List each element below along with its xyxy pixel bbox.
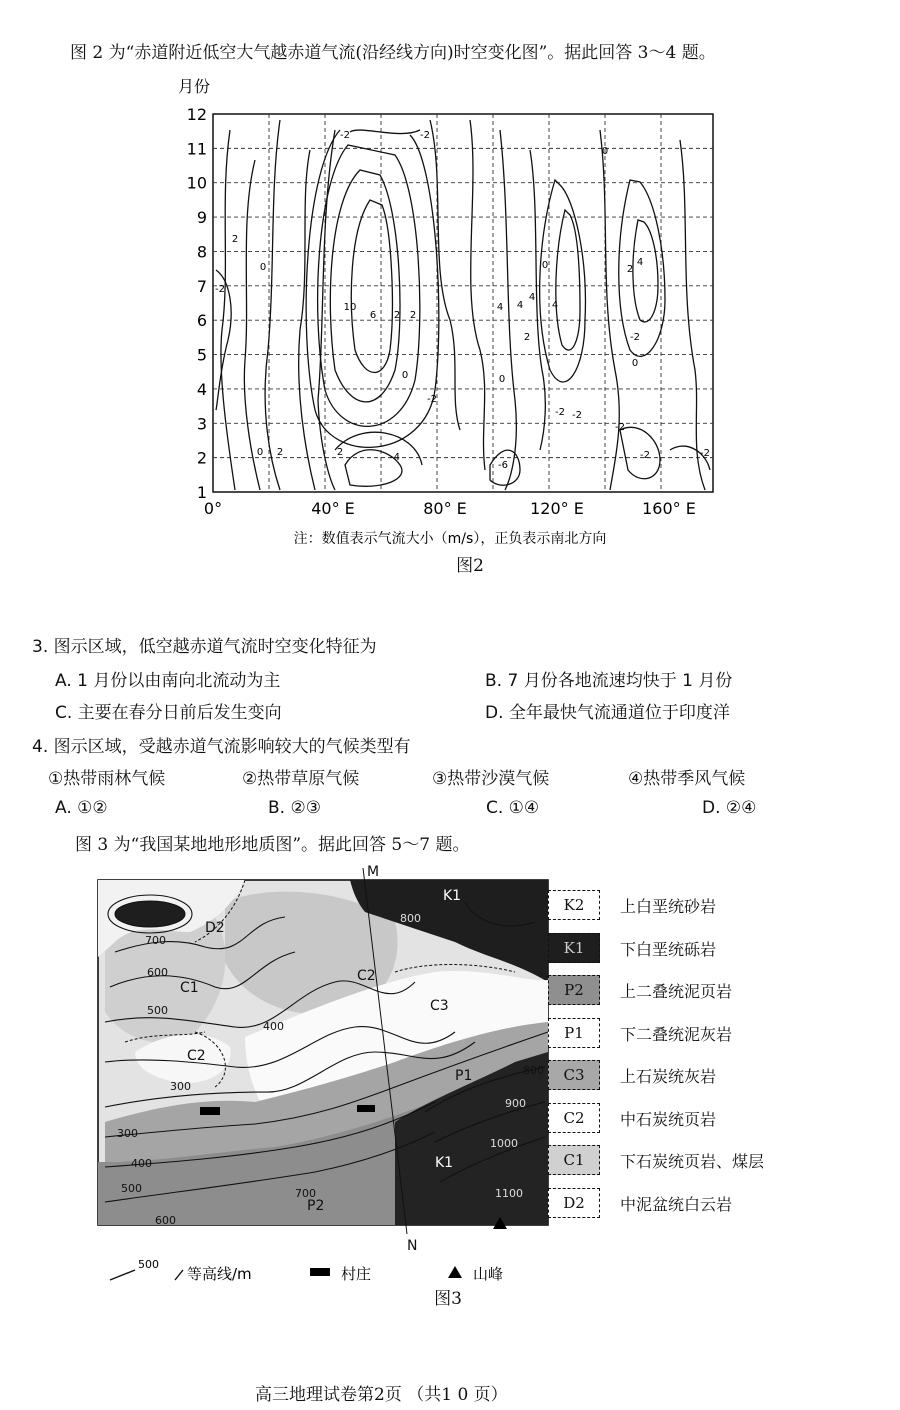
svg-text:800: 800: [400, 912, 421, 925]
fig2-contour-label: 4: [516, 300, 524, 311]
fig2-y-tick: 2: [196, 448, 207, 468]
q4-item-2: ②热带草原气候: [242, 769, 360, 789]
fig2-contour-label: 2: [231, 234, 239, 245]
fig3-intro: 图 3 为“我国某地地形地质图”。据此回答 5～7 题。: [75, 835, 470, 855]
fig2-contour-label: 2: [393, 310, 401, 321]
svg-text:500: 500: [138, 1258, 159, 1271]
legend-label: 上石炭统灰岩: [620, 1067, 717, 1086]
fig2-contour-label: -2: [420, 130, 430, 141]
q3-option-c: C. 主要在春分日前后发生变向: [55, 703, 282, 723]
fig2-contour-label: 4: [551, 300, 559, 311]
legend-label: 上二叠统泥页岩: [620, 982, 733, 1001]
label-K1a: K1: [443, 888, 462, 904]
fig2-contour-label: 6: [369, 310, 377, 321]
fig2-contours: [216, 120, 710, 490]
svg-text:400: 400: [131, 1157, 152, 1170]
svg-text:500: 500: [121, 1182, 142, 1195]
svg-text:700: 700: [295, 1187, 316, 1200]
fig2-x-tick: 40° E: [311, 499, 355, 518]
fig2-y-tick: 11: [186, 139, 207, 159]
legend-swatch: C2: [548, 1103, 600, 1133]
fig2-y-tick: 8: [196, 242, 207, 262]
fig2-plot-frame: [213, 114, 713, 492]
legend-swatch: P2: [548, 975, 600, 1005]
fig2-y-tick: 7: [196, 276, 207, 296]
fig2-x-tick: 120° E: [530, 499, 584, 518]
label-C2a: C2: [357, 968, 376, 984]
fig2-contour-label: -2: [640, 450, 650, 461]
fig2-contour-label: -2: [555, 407, 565, 418]
label-C3: C3: [430, 998, 449, 1014]
fig2-intro: 图 2 为“赤道附近低空大气越赤道气流(沿经线方向)时空变化图”。据此回答 3～4 题。: [70, 43, 716, 63]
fig2-contour-label: 10: [343, 302, 357, 313]
village-marker-2: [357, 1105, 375, 1112]
legend-swatch: K1: [548, 933, 600, 963]
fig2-contour-label: 2: [336, 447, 344, 458]
legend-item: [548, 1103, 808, 1133]
legend-swatch: C1: [548, 1145, 600, 1175]
fig2-note: 注：数值表示气流大小（m/s），正负表示南北方向: [293, 531, 607, 547]
fig2-y-tick: 10: [186, 173, 207, 193]
legend-label: 上白垩统砂岩: [620, 897, 717, 916]
fig2-y-tick: 3: [196, 414, 207, 434]
fig2-contour-label: 4: [636, 257, 644, 268]
q3-stem: 3. 图示区域，低空越赤道气流时空变化特征为: [32, 637, 377, 657]
legend-item: [548, 1188, 808, 1218]
fig2-y-tick: 9: [196, 208, 207, 228]
legend-label: 下石炭统页岩、煤层: [620, 1152, 765, 1171]
fig2-contour-label: 0: [601, 146, 609, 157]
label-N: N: [407, 1238, 418, 1252]
fig2-contour-label: 4: [496, 302, 504, 313]
fig2-x-tick: 80° E: [423, 499, 467, 518]
label-D2: D2: [205, 920, 225, 936]
legend-item: [548, 1060, 808, 1090]
q4-option-a: A. ①②: [55, 798, 108, 818]
svg-text:700: 700: [145, 934, 166, 947]
fig2-y-axis-title: 月份: [178, 77, 211, 96]
legend-label: 中泥盆统白云岩: [620, 1194, 733, 1214]
label-K1b: K1: [435, 1155, 454, 1171]
legend-swatch: K2: [548, 890, 600, 920]
fig2-contour-label: 0: [259, 262, 267, 273]
fig2-contour-label: 2: [523, 332, 531, 343]
page-footer: 高三地理试卷第2页 （共1 0 页）: [255, 1385, 508, 1405]
label-P2: P2: [307, 1198, 325, 1214]
q3-option-b: B. 7 月份各地流速均快于 1 月份: [485, 671, 733, 691]
svg-text:900: 900: [505, 1097, 526, 1110]
legend-item: [548, 1145, 808, 1175]
label-M: M: [367, 864, 380, 880]
svg-text:山峰: 山峰: [473, 1265, 504, 1283]
q4-item-1: ①热带雨林气候: [48, 769, 166, 789]
fig2-contour-label: 2: [276, 447, 284, 458]
fig2-contour-label: -2: [630, 332, 640, 343]
fig3-caption: 图3: [434, 1289, 462, 1309]
fig2-x-tick: 0°: [203, 499, 223, 518]
fig3-map: [95, 862, 555, 1252]
svg-text:等高线/m: 等高线/m: [187, 1265, 252, 1283]
svg-text:600: 600: [155, 1214, 176, 1227]
label-P1: P1: [455, 1068, 473, 1084]
fig2-contour-label: -2: [572, 410, 582, 421]
fig2-y-tick: 12: [186, 105, 207, 124]
fig2-y-tick: 1: [196, 483, 207, 502]
legend-label: 下二叠统泥灰岩: [620, 1024, 733, 1044]
fig3-key: [105, 1258, 585, 1284]
fig2-contour-label: 0: [541, 260, 549, 271]
svg-text:1000: 1000: [490, 1137, 518, 1150]
fig2-contour-label: 0: [631, 358, 639, 369]
svg-text:800: 800: [523, 1064, 544, 1077]
q4-item-4: ④热带季风气候: [628, 769, 746, 789]
svg-text:村庄: 村庄: [341, 1265, 372, 1283]
fig2-contour-label: -2: [215, 284, 225, 295]
svg-text:1100: 1100: [495, 1187, 523, 1200]
fig2-contour-label: -2: [340, 130, 350, 141]
fig2-contour-label: 2: [626, 264, 634, 275]
fig2-contour-label: -2: [615, 422, 625, 433]
fig2-contour-label: 0: [498, 374, 506, 385]
legend-swatch: D2: [548, 1188, 600, 1218]
fig2-contour-label: -2: [427, 394, 437, 405]
svg-text:500: 500: [147, 1004, 168, 1017]
legend-item: [548, 975, 808, 1005]
q4-option-c: C. ①④: [486, 798, 540, 818]
q3-option-d: D. 全年最快气流通道位于印度洋: [485, 703, 730, 723]
fig2-contour-label: -2: [700, 448, 710, 459]
fig2-contour-label: 0: [256, 447, 264, 458]
q4-item-3: ③热带沙漠气候: [432, 769, 550, 789]
q3-option-a: A. 1 月份以由南向北流动为主: [55, 671, 281, 691]
legend-swatch: P1: [548, 1018, 600, 1048]
fig2-y-tick: 6: [196, 311, 207, 331]
legend-item: [548, 890, 808, 920]
svg-text:400: 400: [263, 1020, 284, 1033]
fig2-y-tick: 5: [196, 345, 207, 365]
q4-option-d: D. ②④: [702, 798, 757, 818]
legend-swatch: C3: [548, 1060, 600, 1090]
fig2-contour-label: 0: [401, 370, 409, 381]
fig2-contour-label: 2: [409, 310, 417, 321]
fig2-caption: 图2: [456, 556, 484, 576]
q4-stem: 4. 图示区域，受越赤道气流影响较大的气候类型有: [32, 737, 411, 757]
village-marker-1: [200, 1107, 220, 1115]
legend-item: [548, 1018, 808, 1048]
label-C2b: C2: [187, 1048, 206, 1064]
fig2-contour-label: -6: [498, 460, 508, 471]
q4-option-b: B. ②③: [268, 798, 321, 818]
legend-label: 下白垩统砾岩: [620, 939, 717, 959]
svg-text:300: 300: [170, 1080, 191, 1093]
fig2-x-tick: 160° E: [642, 499, 696, 518]
svg-text:600: 600: [147, 966, 168, 979]
legend-label: 中石炭统页岩: [620, 1109, 717, 1129]
fig2-contour-label: -4: [390, 452, 400, 463]
fig2-y-tick: 4: [196, 379, 207, 399]
legend-item: [548, 933, 808, 963]
svg-text:300: 300: [117, 1127, 138, 1140]
label-C1: C1: [180, 980, 199, 996]
fig2-contour-label: 4: [528, 292, 536, 303]
fig2-chart: [160, 70, 740, 560]
